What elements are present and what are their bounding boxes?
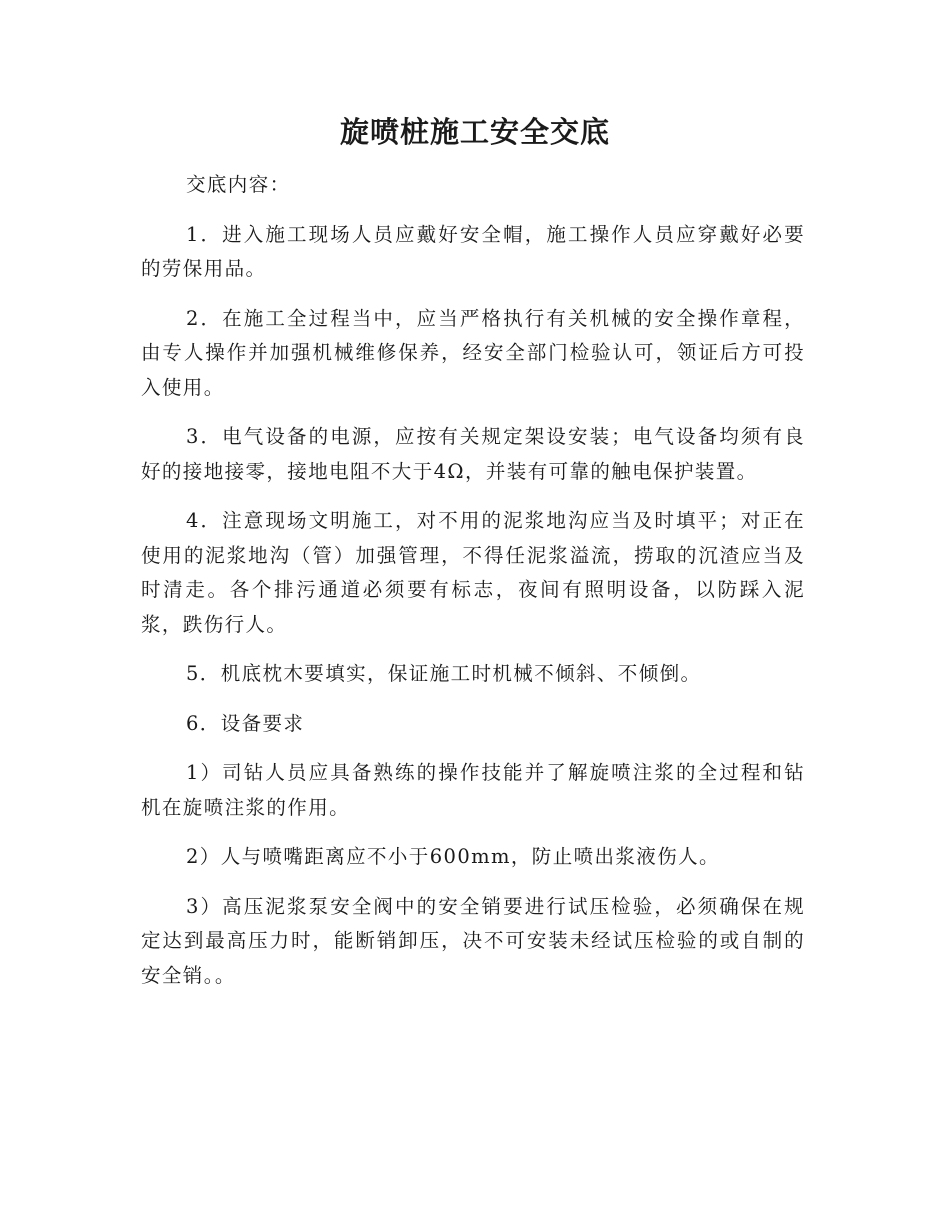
paragraph-item-5: 5．机底枕木要填实，保证施工时机械不倾斜、不倾倒。 xyxy=(186,662,702,685)
document-title: 旋喷桩施工安全交底 xyxy=(339,115,610,149)
paragraph-item-3: 3．电气设备的电源，应按有关规定架设安装；电气设备均须有良好的接地接零，接地电阻不大于4Ω，并装有可靠的触电保护装置。 xyxy=(141,425,805,483)
paragraph-item-6: 6．设备要求 xyxy=(186,711,305,735)
paragraph-item-4: 4．注意现场文明施工，对不用的泥浆地沟应当及时填平；对正在使用的泥浆地沟（管）加强管理，不得任泥浆溢流，捞取的沉渣应当及时清走。各个排污通道必须要有标志，夜间有照明设备，以防踩入泥浆，跌伤行人。 xyxy=(141,509,805,636)
paragraph-item-1: 1．进入施工现场人员应戴好安全帽，施工操作人员应穿戴好必要的劳保用品。 xyxy=(141,222,805,280)
paragraph-subitem-3: 3）高压泥浆泵安全阀中的安全销要进行试压检验，必须确保在规定达到最高压力时，能断销卸压，决不可安装未经试压检验的或自制的安全销。。 xyxy=(141,894,805,987)
paragraph-item-2: 2．在施工全过程当中，应当严格执行有关机械的安全操作章程，由专人操作并加强机械维修保养，经安全部门检验认可，领证后方可投入使用。 xyxy=(141,306,805,399)
document-body xyxy=(141,168,805,1008)
paragraph-intro: 交底内容： xyxy=(186,173,291,196)
paragraph-subitem-2: 2）人与喷嘴距离应不小于600mm，防止喷出浆液伤人。 xyxy=(186,845,720,868)
paragraph-subitem-1: 1）司钻人员应具备熟练的操作技能并了解旋喷注浆的全过程和钻机在旋喷注浆的作用。 xyxy=(141,761,805,819)
